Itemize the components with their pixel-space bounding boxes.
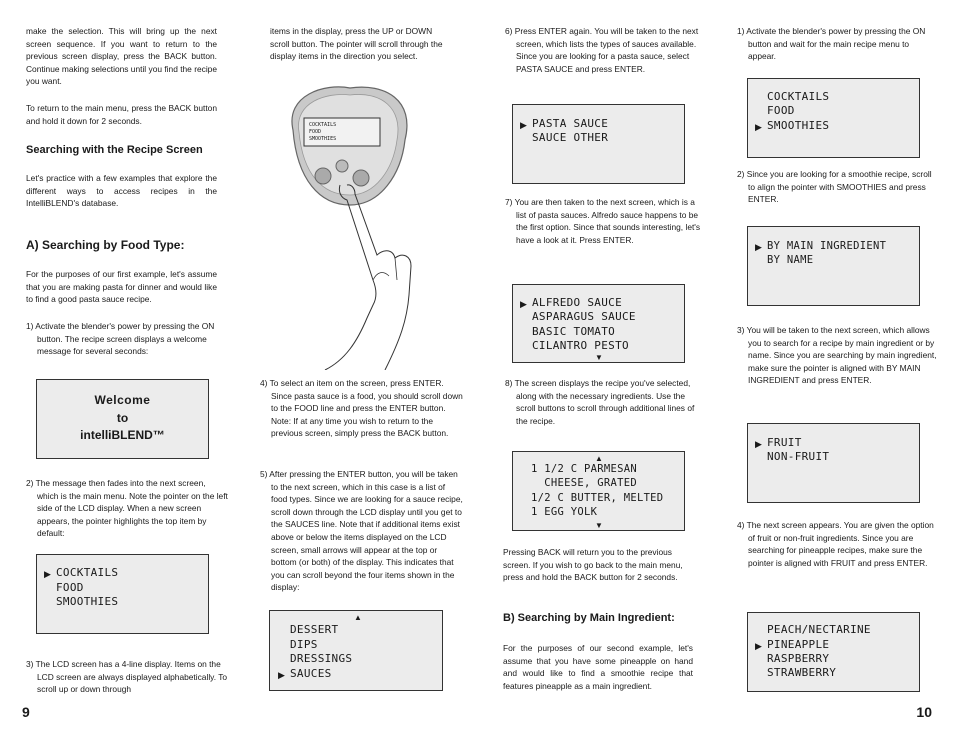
section-heading: Searching with the Recipe Screen [26,144,203,156]
step: 4) To select an item on the screen, press ENTER. Since pasta sauce is a food, you should scroll down to the FOOD line and press the ENTER button. Note: If at any time you wish to return to the previous screen, simply press the BACK button. [260,378,463,439]
paragraph: For the purposes of our first example, let's assume that you are making pasta for dinner and would like to find a good pasta sauce recipe. [26,269,217,305]
lcd-line: PASTA SAUCE [532,117,609,130]
pointer-icon: ▶ [755,122,762,132]
lcd-line: PEACH/NECTARINE [767,623,871,636]
lcd-line: SMOOTHIES [767,119,830,132]
step: 5) After pressing the ENTER button, you will be taken to the next screen, which in this case is a list of food types. Since we are looking for a sauce recipe, scroll down through the LCD display until you get to the SAUCES line. Note that if additional items exist above or below the items displayed on the LCD screen, small arrows will appear at the top or bottom (or both) of the display. This indicates that you can scroll beyond the four items shown in the display: [260,469,463,593]
lcd-line: FOOD [56,581,84,594]
scroll-down-arrow-icon: ▼ [595,353,603,362]
lcd-line: ASPARAGUS SAUCE [532,310,636,323]
pointer-icon: ▶ [44,569,51,579]
paragraph: To return to the main menu, press the BACK button and hold it down for 2 seconds. [26,103,217,126]
lcd-line: Welcome [94,393,151,407]
lcd-line: to [116,411,129,425]
lcd-line: 1 1/2 C PARMESAN [531,463,637,475]
lcd-line: SAUCES [290,667,332,680]
step: 1) Activate the blender's power by pressing the ON button. The recipe screen displays a welcome message for several seconds: [26,321,215,357]
pointer-icon: ▶ [520,120,527,130]
lcd-line: FOOD [767,104,795,117]
step: 3) The LCD screen has a 4-line display. Items on the LCD screen are always displayed alphabetically. To scroll up or down through [26,659,228,695]
hand-pressing-button-icon [285,80,415,370]
pointer-icon: ▶ [755,439,762,449]
page-number: 10 [916,704,932,720]
lcd-pasta-sauces [512,284,685,363]
step: 2) The message then fades into the next screen, which is the main menu. Note the pointer on the left side of the LCD display. When a new screen appears, the pointer highlights the top item by default: [26,478,228,539]
lcd-line: COCKTAILS [767,90,830,103]
lcd-line: BASIC TOMATO [532,325,616,338]
lcd-line: 1 EGG YOLK [531,506,598,518]
step: 1) Activate the blender's power by pressing the ON button and wait for the main recipe menu to appear. [737,26,926,62]
pointer-icon: ▶ [755,242,762,252]
lcd-line: 1/2 C BUTTER, MELTED [531,492,664,504]
lcd-line: STRAWBERRY [767,666,837,679]
lcd-line: DESSERT [290,623,339,636]
pointer-icon: ▶ [278,670,285,680]
lcd-line: DRESSINGS [290,652,353,665]
lcd-line: CILANTRO PESTO [532,339,629,352]
scroll-down-arrow-icon: ▼ [595,521,603,530]
device-screen-line: SMOOTHIES [309,136,337,142]
lcd-line: FRUIT [767,436,802,449]
lcd-line: ALFREDO SAUCE [532,296,622,309]
step: 4) The next screen appears. You are given the option of fruit or non-fruit ingredients. Since you are searching for pineapple recipes, make sure the pointer is aligned with FRUIT and press ENTER. [737,520,934,568]
lcd-line: RASPBERRY [767,652,830,665]
device-screen-line: COCKTAILS [309,122,337,128]
paragraph: make the selection. This will bring up the next screen sequence. If you want to return to the previous screen display, press the BACK button. Continue making selections until you find the recipe you want. [26,26,217,87]
step: 3) You will be taken to the next screen, which allows you to search for a recipe by main ingredient or by name. Since you are searching by main ingredient, make sure the pointer is aligned with BY MAIN INGREDIENT and press ENTER. [737,325,937,386]
lcd-line: intelliBLEND™ [80,428,165,442]
pointer-icon: ▶ [520,299,527,309]
lcd-main-menu [36,554,209,634]
lcd-recipe [512,451,685,531]
scroll-up-arrow-icon: ▲ [354,613,362,622]
scroll-up-arrow-icon: ▲ [595,454,603,463]
lcd-line: BY NAME [767,254,814,266]
blender-device-illustration [285,80,415,370]
lcd-line: COCKTAILS [56,566,119,579]
paragraph: For the purposes of our second example, let's assume that you have some pineapple on hand and would like to find a smoothie recipe that features pineapple as a main ingredient. [503,643,693,691]
lcd-food-types [269,610,443,691]
lcd-line: CHEESE, GRATED [531,477,637,489]
section-heading: A) Searching by Food Type: [26,238,185,252]
lcd-search-type [747,226,920,306]
section-heading: B) Searching by Main Ingredient: [503,612,675,624]
pointer-icon: ▶ [755,641,762,651]
step: 8) The screen displays the recipe you've selected, along with the necessary ingredients. Use the scroll buttons to scroll through additional lines of the recipe. [505,378,695,426]
lcd-line: BY MAIN INGREDIENT [767,240,887,252]
lcd-line: DIPS [290,638,318,651]
lcd-line: SMOOTHIES [56,595,119,608]
page-number: 9 [22,704,30,720]
lcd-sauce-types [512,104,685,184]
device-screen-line: FOOD [309,129,322,135]
lcd-line: PINEAPPLE [767,638,830,651]
lcd-fruits [747,612,920,692]
paragraph: items in the display, press the UP or DOWN scroll button. The pointer will scroll through the display items in the direction you select. [270,26,443,62]
lcd-main-menu [747,78,920,158]
lcd-welcome [36,379,209,459]
lcd-line: NON-FRUIT [767,450,830,463]
paragraph: Let's practice with a few examples that explore the different ways to access recipes in the IntelliBLEND's database. [26,173,217,209]
lcd-line: SAUCE OTHER [532,131,609,144]
paragraph: Pressing BACK will return you to the previous screen. If you wish to go back to the main menu, press and hold the BACK button for 2 seconds. [503,547,683,583]
lcd-fruit-choice [747,423,920,503]
step: 2) Since you are looking for a smoothie recipe, scroll to align the pointer with SMOOTHIES and press ENTER. [737,169,932,205]
step: 6) Press ENTER again. You will be taken to the next screen, which lists the types of sauces available. Since you are looking for a pasta sauce, select PASTA SAUCE and press ENTER. [505,26,699,74]
step: 7) You are then taken to the next screen, which is a list of pasta sauces. Alfredo sauce happens to be the first option. Since that sounds interesting, let's have a look at it. Press ENTER. [505,197,701,245]
